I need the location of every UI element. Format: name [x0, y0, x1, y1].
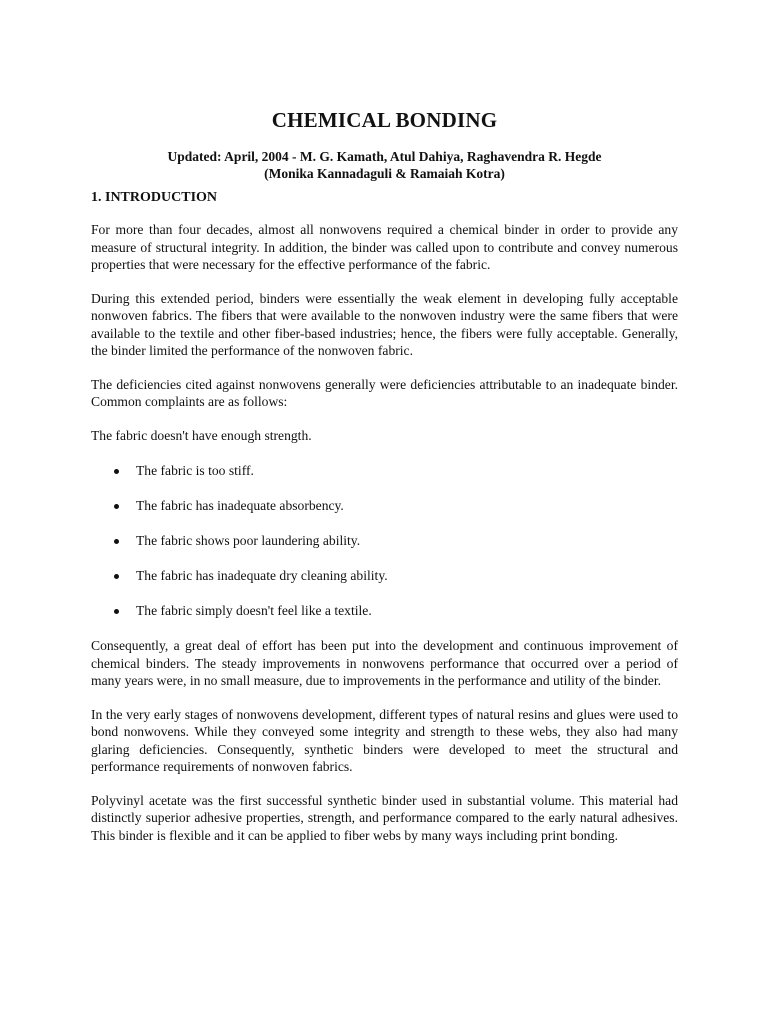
binder-improvement-paragraph: Consequently, a great deal of effort has been put into the development and continuous improvement of chemical binders. The steady improvements in nonwovens performance that occurred over a period of many years were, in no small measure, due to improvements in the performance and utility of the binder. — [91, 638, 678, 688]
author-byline — [91, 148, 678, 182]
strength-complaint-line: The fabric doesn't have enough strength. — [91, 427, 312, 443]
list-item-text: The fabric shows poor laundering ability. — [136, 533, 361, 548]
bullet-icon — [114, 469, 119, 474]
document-page — [91, 108, 678, 860]
bullet-icon — [114, 574, 119, 579]
bullet-icon — [114, 609, 119, 614]
deficiencies-paragraph: The deficiencies cited against nonwovens generally were deficiencies attributable to an inadequate binder. Common complaints are as follows: — [91, 376, 678, 409]
intro-paragraph: For more than four decades, almost all nonwovens required a chemical binder in order to provide any measure of structural integrity. In addition, the binder was called upon to contribute and convey numerous properties that were necessary for the effective performance of the fabric. — [91, 222, 678, 272]
document-title: CHEMICAL BONDING — [271, 108, 498, 132]
byline-contributors: (Monika Kannadaguli & Ramaiah Kotra) — [264, 166, 505, 181]
section-heading-introduction: 1. INTRODUCTION — [91, 190, 218, 205]
bullet-icon — [114, 539, 119, 544]
list-item-text: The fabric is too stiff. — [136, 463, 254, 478]
byline-update-authors: Updated: April, 2004 - M. G. Kamath, Atul Dahiya, Raghavendra R. Hegde — [167, 149, 602, 164]
polyvinyl-acetate-paragraph: Polyvinyl acetate was the first successful synthetic binder used in substantial volume. This material had distinctly superior adhesive properties, strength, and performance compared to the early natural adhesives. This binder is flexible and it can be applied to fiber webs by many ways including print bonding. — [91, 792, 678, 843]
list-item — [91, 567, 678, 585]
list-item-text: The fabric has inadequate dry cleaning ability. — [136, 568, 388, 583]
bullet-icon — [114, 504, 119, 509]
list-item — [91, 602, 678, 620]
list-item — [91, 532, 678, 550]
binders-weak-element-paragraph: During this extended period, binders were essentially the weak element in developing fully acceptable nonwoven fabrics. The fibers that were available to the nonwoven industry were the same fibers that were available to the textile and other fiber-based industries; hence, the fibers were fully acceptable. Generally, the binder limited the performance of the nonwoven fabric. — [91, 290, 678, 358]
list-item-text: The fabric simply doesn't feel like a textile. — [136, 603, 372, 618]
complaints-list — [91, 462, 678, 620]
list-item-text: The fabric has inadequate absorbency. — [136, 498, 344, 513]
list-item — [91, 462, 678, 480]
early-stages-paragraph: In the very early stages of nonwovens development, different types of natural resins and glues were used to bond nonwovens. While they conveyed some integrity and strength to these webs, they also had many glaring deficiencies. Consequently, synthetic binders were developed to meet the structural and performance requirements of nonwoven fabrics. — [91, 706, 678, 774]
list-item — [91, 497, 678, 515]
